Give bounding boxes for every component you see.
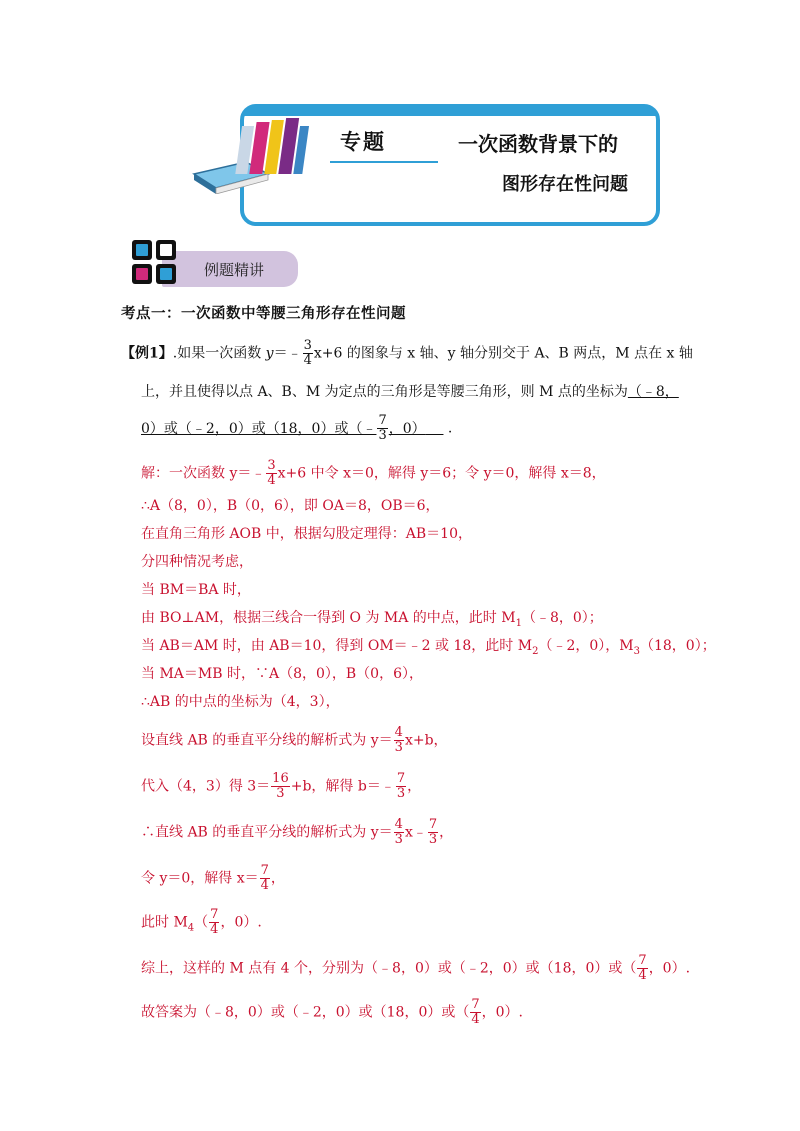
banner-topic-line2: 图形存在性问题: [502, 174, 628, 195]
solution-line-5: 当 BM＝BA 时，: [141, 582, 251, 598]
solution-line-15: 综上，这样的 M 点有 4 个，分别为（﹣8，0）或（﹣2，0）或（18，0）或（ $\frac{7}{4}$ ，0）.: [141, 953, 691, 983]
solution-line-1: 解：一次函数 y＝﹣ $\frac{3}{4}$ x+6 中令 x＝0，解得 y＝6；令 y＝0，解得 x＝8，: [141, 458, 606, 488]
fraction: $\frac{7}{3}$: [428, 817, 438, 847]
books-icon: [188, 112, 318, 194]
solution-line-11: 代入（4，3）得 3＝ $\frac{16}{3}$ +b，解得 b＝﹣ $\frac{7}{3}$ ，: [141, 771, 422, 801]
fraction: $\frac{7}{3}$: [378, 413, 387, 443]
answer-blank-cont: 0）或（﹣2，0）或（18，0）或（﹣ $\frac{7}{3}$ ，0）: [141, 413, 426, 443]
section-tag-label: 例题精讲: [204, 261, 265, 279]
solution-line-7: 当 AB＝AM 时，由 AB＝10，得到 OM＝﹣2 或 18，此时 $M_2(﹣2$，0），$M_3(18$，0）；: [141, 638, 716, 657]
solution-line-8: 当 MA＝MB 时，∵A（8，0），B（0，6），: [141, 666, 423, 682]
question-line-1: 【例1】.如果一次函数 y＝﹣ $\frac{3}{4}$ x+6 的图象与 x 轴、y 轴分别交于 A、B 两点，M 点在 x 轴: [121, 338, 693, 368]
fraction: $\frac{7}{4}$: [471, 997, 480, 1027]
fraction: $\frac{4}{3}$: [394, 817, 403, 847]
solution-line-9: ∴AB 的中点的坐标为（4，3），: [141, 694, 340, 710]
solution-line-6: 由 BO⊥AM，根据三线合一得到 O 为 MA 的中点，此时 $M_1(﹣8$，0）；: [141, 610, 603, 629]
banner-title: 专题: [340, 129, 386, 154]
solution-line-14: 此时 $M_4$（ $\frac{7}{4}$ ，0）.: [141, 907, 262, 937]
fraction: $\frac{3}{4}$: [267, 458, 276, 488]
solution-line-10: 设直线 AB 的垂直平分线的解析式为 y＝ $\frac{4}{3}$ x+b，: [141, 725, 448, 755]
solution-line-2: ∴A（8，0），B（0，6），即 OA＝8，OB＝6，: [141, 498, 440, 514]
question-line-2: 上，并且使得以点 A、B、M 为定点的三角形是等腰三角形，则 M 点的坐标为（﹣8，: [141, 384, 679, 400]
solution-line-3: 在直角三角形 AOB 中，根据勾股定理得：AB＝10，: [141, 526, 472, 542]
answer-blank: （﹣8，: [627, 384, 679, 400]
fraction: $\frac{3}{4}$: [303, 338, 312, 368]
fraction: $\frac{7}{4}$: [260, 863, 269, 893]
fraction: $\frac{7}{3}$: [396, 771, 406, 801]
fraction: $\frac{16}{3}$: [272, 771, 289, 801]
grid-squares-icon: [130, 238, 180, 288]
solution-line-13: 令 y＝0，解得 x＝ $\frac{7}{4}$ ，: [141, 863, 285, 893]
banner-topic-line1: 一次函数背景下的: [458, 132, 618, 156]
banner-divider: [330, 161, 438, 163]
solution-line-12: ∴直线 AB 的垂直平分线的解析式为 y＝ $\frac{4}{3}$ x﹣ $\frac{7}{3}$ ，: [141, 817, 454, 847]
topic-heading: 考点一：一次函数中等腰三角形存在性问题: [121, 305, 406, 322]
fraction: $\frac{7}{4}$: [210, 907, 219, 937]
fraction: $\frac{4}{3}$: [394, 725, 403, 755]
solution-line-16: 故答案为（﹣8，0）或（﹣2，0）或（18，0）或（ $\frac{7}{4}$ ，0）.: [141, 997, 523, 1027]
example-label: 【例1】: [121, 345, 173, 362]
question-line-3: 0）或（﹣2，0）或（18，0）或（﹣ $\frac{7}{3}$ ，0） .: [141, 413, 453, 443]
solution-line-4: 分四种情况考虑，: [141, 554, 253, 570]
fraction: $\frac{7}{4}$: [638, 953, 647, 983]
